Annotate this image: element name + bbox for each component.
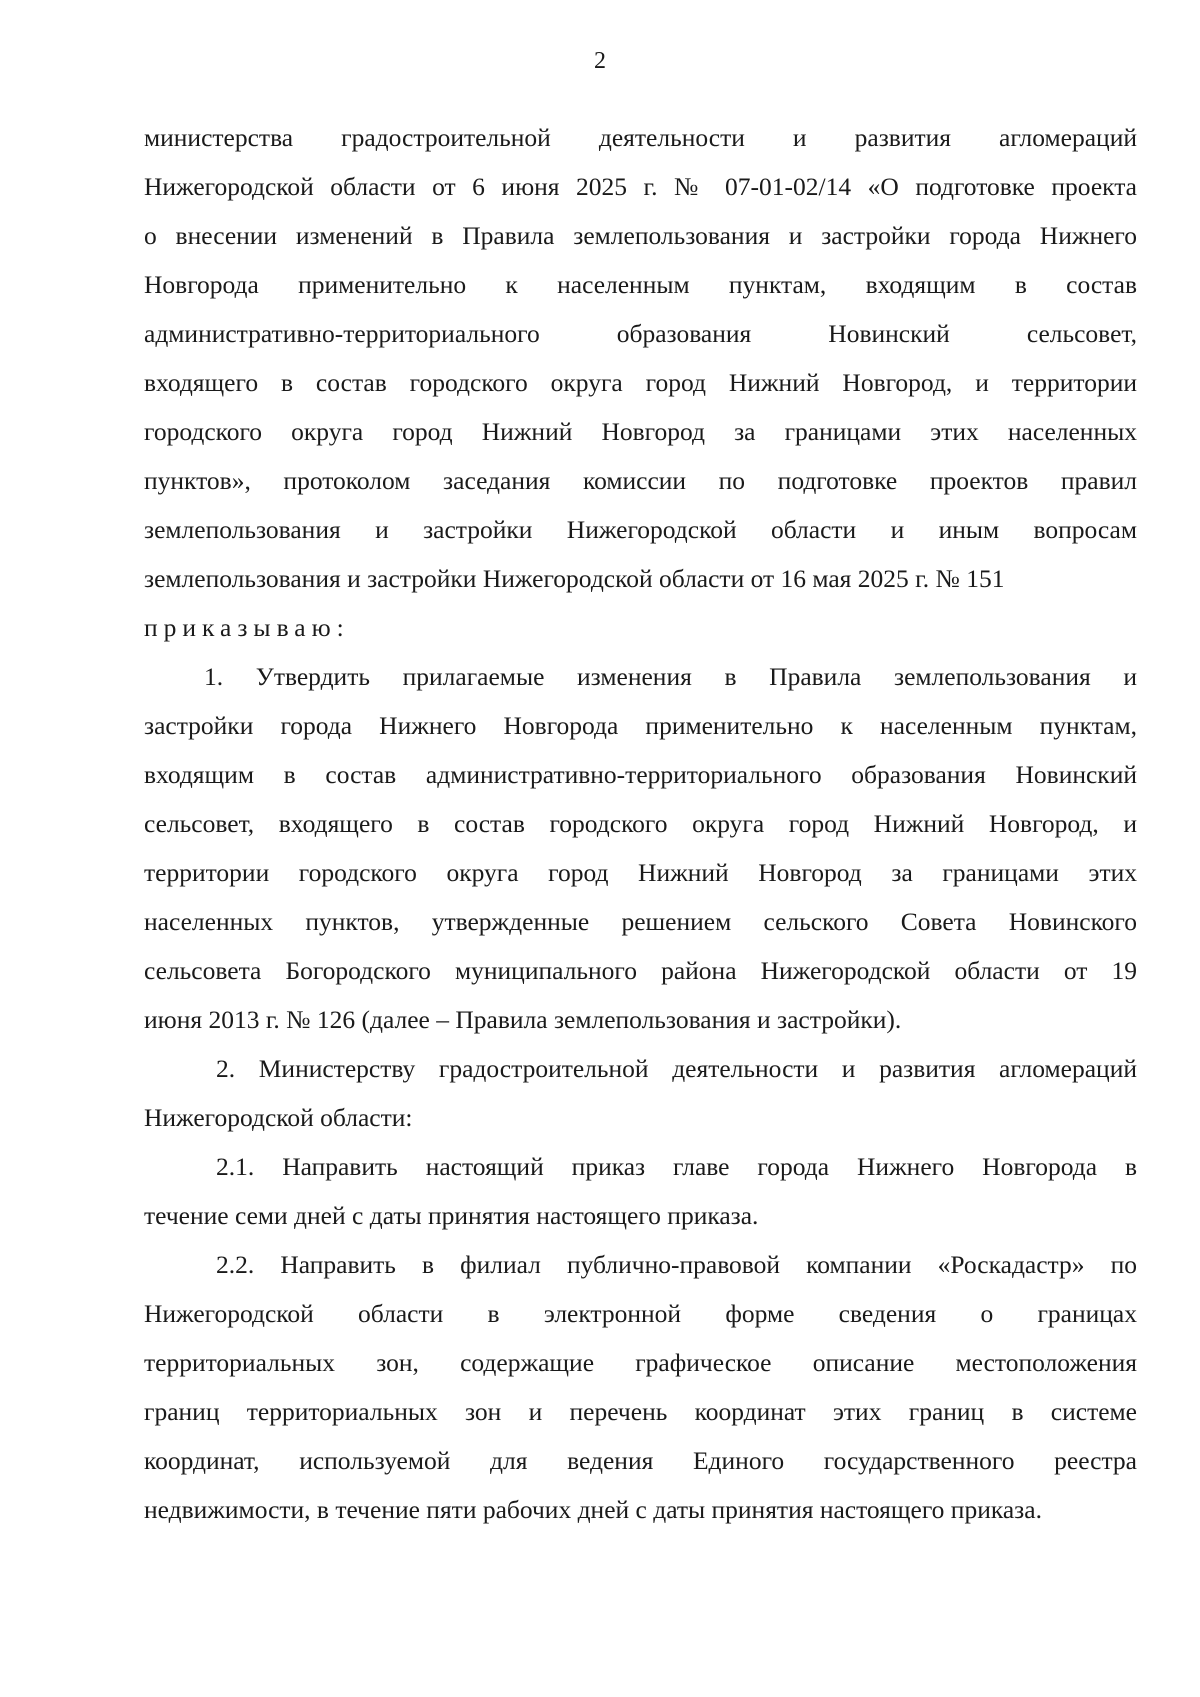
- document-body: [144, 113, 1137, 1534]
- text-line: 1. Утвердить прилагаемые изменения в Правила землепользования и: [204, 662, 1137, 691]
- text-line: Новгорода применительно к населенным пунктам, входящим в состав: [144, 270, 1137, 299]
- text-line: пунктов», протоколом заседания комиссии по подготовке проектов правил: [144, 466, 1137, 495]
- text-line: сельсовет, входящего в состав городского округа город Нижний Новгород, и: [144, 809, 1137, 838]
- text-line: границ территориальных зон и перечень координат этих границ в системе: [144, 1397, 1137, 1426]
- text-line: координат, используемой для ведения Единого государственного реестра: [144, 1446, 1137, 1475]
- text-line: 2.1. Направить настоящий приказ главе города Нижнего Новгорода в: [216, 1152, 1137, 1181]
- text-line: течение семи дней с даты принятия настоящего приказа.: [144, 1201, 759, 1230]
- text-line: административно-территориального образования Новинский сельсовет,: [144, 319, 1137, 348]
- text-line: 2. Министерству градостроительной деятельности и развития агломераций: [216, 1054, 1137, 1083]
- text-line: приказываю:: [144, 613, 350, 642]
- text-line: городского округа город Нижний Новгород за границами этих населенных: [144, 417, 1137, 446]
- text-line: о внесении изменений в Правила землепользования и застройки города Нижнего: [144, 221, 1137, 250]
- text-line: застройки города Нижнего Новгорода применительно к населенным пунктам,: [144, 711, 1137, 740]
- text-line: Нижегородской области:: [144, 1103, 413, 1132]
- text-line: Нижегородской области в электронной форме сведения о границах: [144, 1299, 1137, 1328]
- page-number: 2: [594, 48, 606, 74]
- text-line: землепользования и застройки Нижегородской области от 16 мая 2025 г. № 151: [144, 564, 1005, 593]
- text-line: 2.2. Направить в филиал публично-правовой компании «Роскадастр» по: [216, 1250, 1137, 1279]
- text-line: землепользования и застройки Нижегородской области и иным вопросам: [144, 515, 1137, 544]
- text-line: территории городского округа город Нижний Новгород за границами этих: [144, 858, 1137, 887]
- text-line: входящим в состав административно-территориального образования Новинский: [144, 760, 1137, 789]
- text-line: сельсовета Богородского муниципального района Нижегородской области от 19: [144, 956, 1137, 985]
- text-line: территориальных зон, содержащие графическое описание местоположения: [144, 1348, 1137, 1377]
- text-line: населенных пунктов, утвержденные решением сельского Совета Новинского: [144, 907, 1137, 936]
- text-line: входящего в состав городского округа город Нижний Новгород, и территории: [144, 368, 1137, 397]
- text-line: июня 2013 г. № 126 (далее – Правила землепользования и застройки).: [144, 1005, 902, 1034]
- text-line: недвижимости, в течение пяти рабочих дней с даты принятия настоящего приказа.: [144, 1495, 1042, 1524]
- text-line: министерства градостроительной деятельности и развития агломераций: [144, 123, 1137, 152]
- text-line: Нижегородской области от 6 июня 2025 г. № 07-01-02/14 «О подготовке проекта: [144, 172, 1137, 201]
